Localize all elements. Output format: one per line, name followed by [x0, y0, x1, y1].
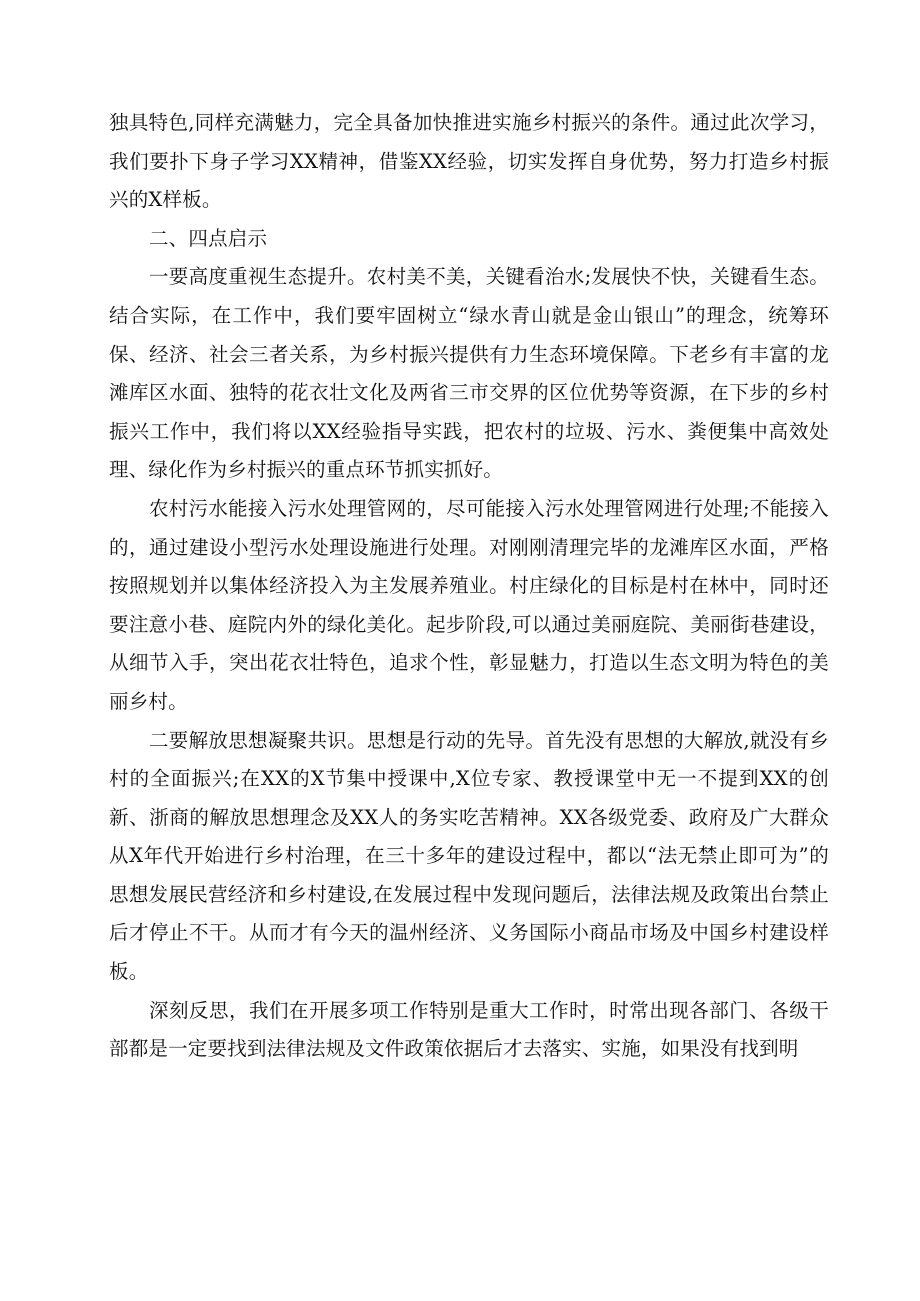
section-heading: 二、四点启示 — [148, 226, 268, 250]
paragraph-continued: 独具特色,同样充满魅力，完全具备加快推进实施乡村振兴的条件。通过此次学习，我们要扑下身子学习XX精神，借鉴XX经验，切实发挥自身优势，努力打造乡村振兴的X样板。 — [109, 111, 829, 212]
paragraph-sewage: 农村污水能接入污水处理管网的，尽可能接入污水处理管网进行处理;不能接入的，通过建设小型污水处理设施进行处理。对刚刚清理完毕的龙滩库区水面，严格按照规划并以集体经济投入为主发展养殖业。村庄绿化的目标是村在林中，同时还要注意小巷、庭院内外的绿化美化。起步阶段,可以通过美丽庭院、美丽街巷建设，从细节入手，突出花衣壮特色，追求个性，彰显魅力，打造以生态文明为特色的美丽乡村。 — [109, 496, 829, 713]
document-body — [109, 104, 829, 1069]
paragraph-ecology: 一要高度重视生态提升。农村美不美，关键看治水;发展快不快，关键看生态。结合实际，在工作中，我们要牢固树立“绿水青山就是金山银山”的理念，统筹环保、经济、社会三者关系，为乡村振兴提供有力生态环境保障。下老乡有丰富的龙滩库区水面、独特的花衣壮文化及两省三市交界的区位优势等资源，在下步的乡村振兴工作中，我们将以XX经验指导实践，把农村的垃圾、污水、粪便集中高效处理、绿化作为乡村振兴的重点环节抓实抓好。 — [109, 265, 829, 482]
paragraph-reflection: 深刻反思，我们在开展多项工作特别是重大工作时，时常出现各部门、各级干部都是一定要找到法律法规及文件政策依据后才去落实、实施，如果没有找到明 — [109, 998, 829, 1061]
paragraph-mindset: 二要解放思想凝聚共识。思想是行动的先导。首先没有思想的大解放,就没有乡村的全面振兴;在XX的X节集中授课中,X位专家、教授课堂中无一不提到XX的创新、浙商的解放思想理念及XX人的务实吃苦精神。XX各级党委、政府及广大群众从X年代开始进行乡村治理，在三十多年的建设过程中，都以“法无禁止即可为”的思想发展民营经济和乡村建设,在发展过程中发现问题后，法律法规及政策出台禁止后才停止不干。从而才有今天的温州经济、义务国际小商品市场及中国乡村建设样板。 — [109, 728, 829, 984]
